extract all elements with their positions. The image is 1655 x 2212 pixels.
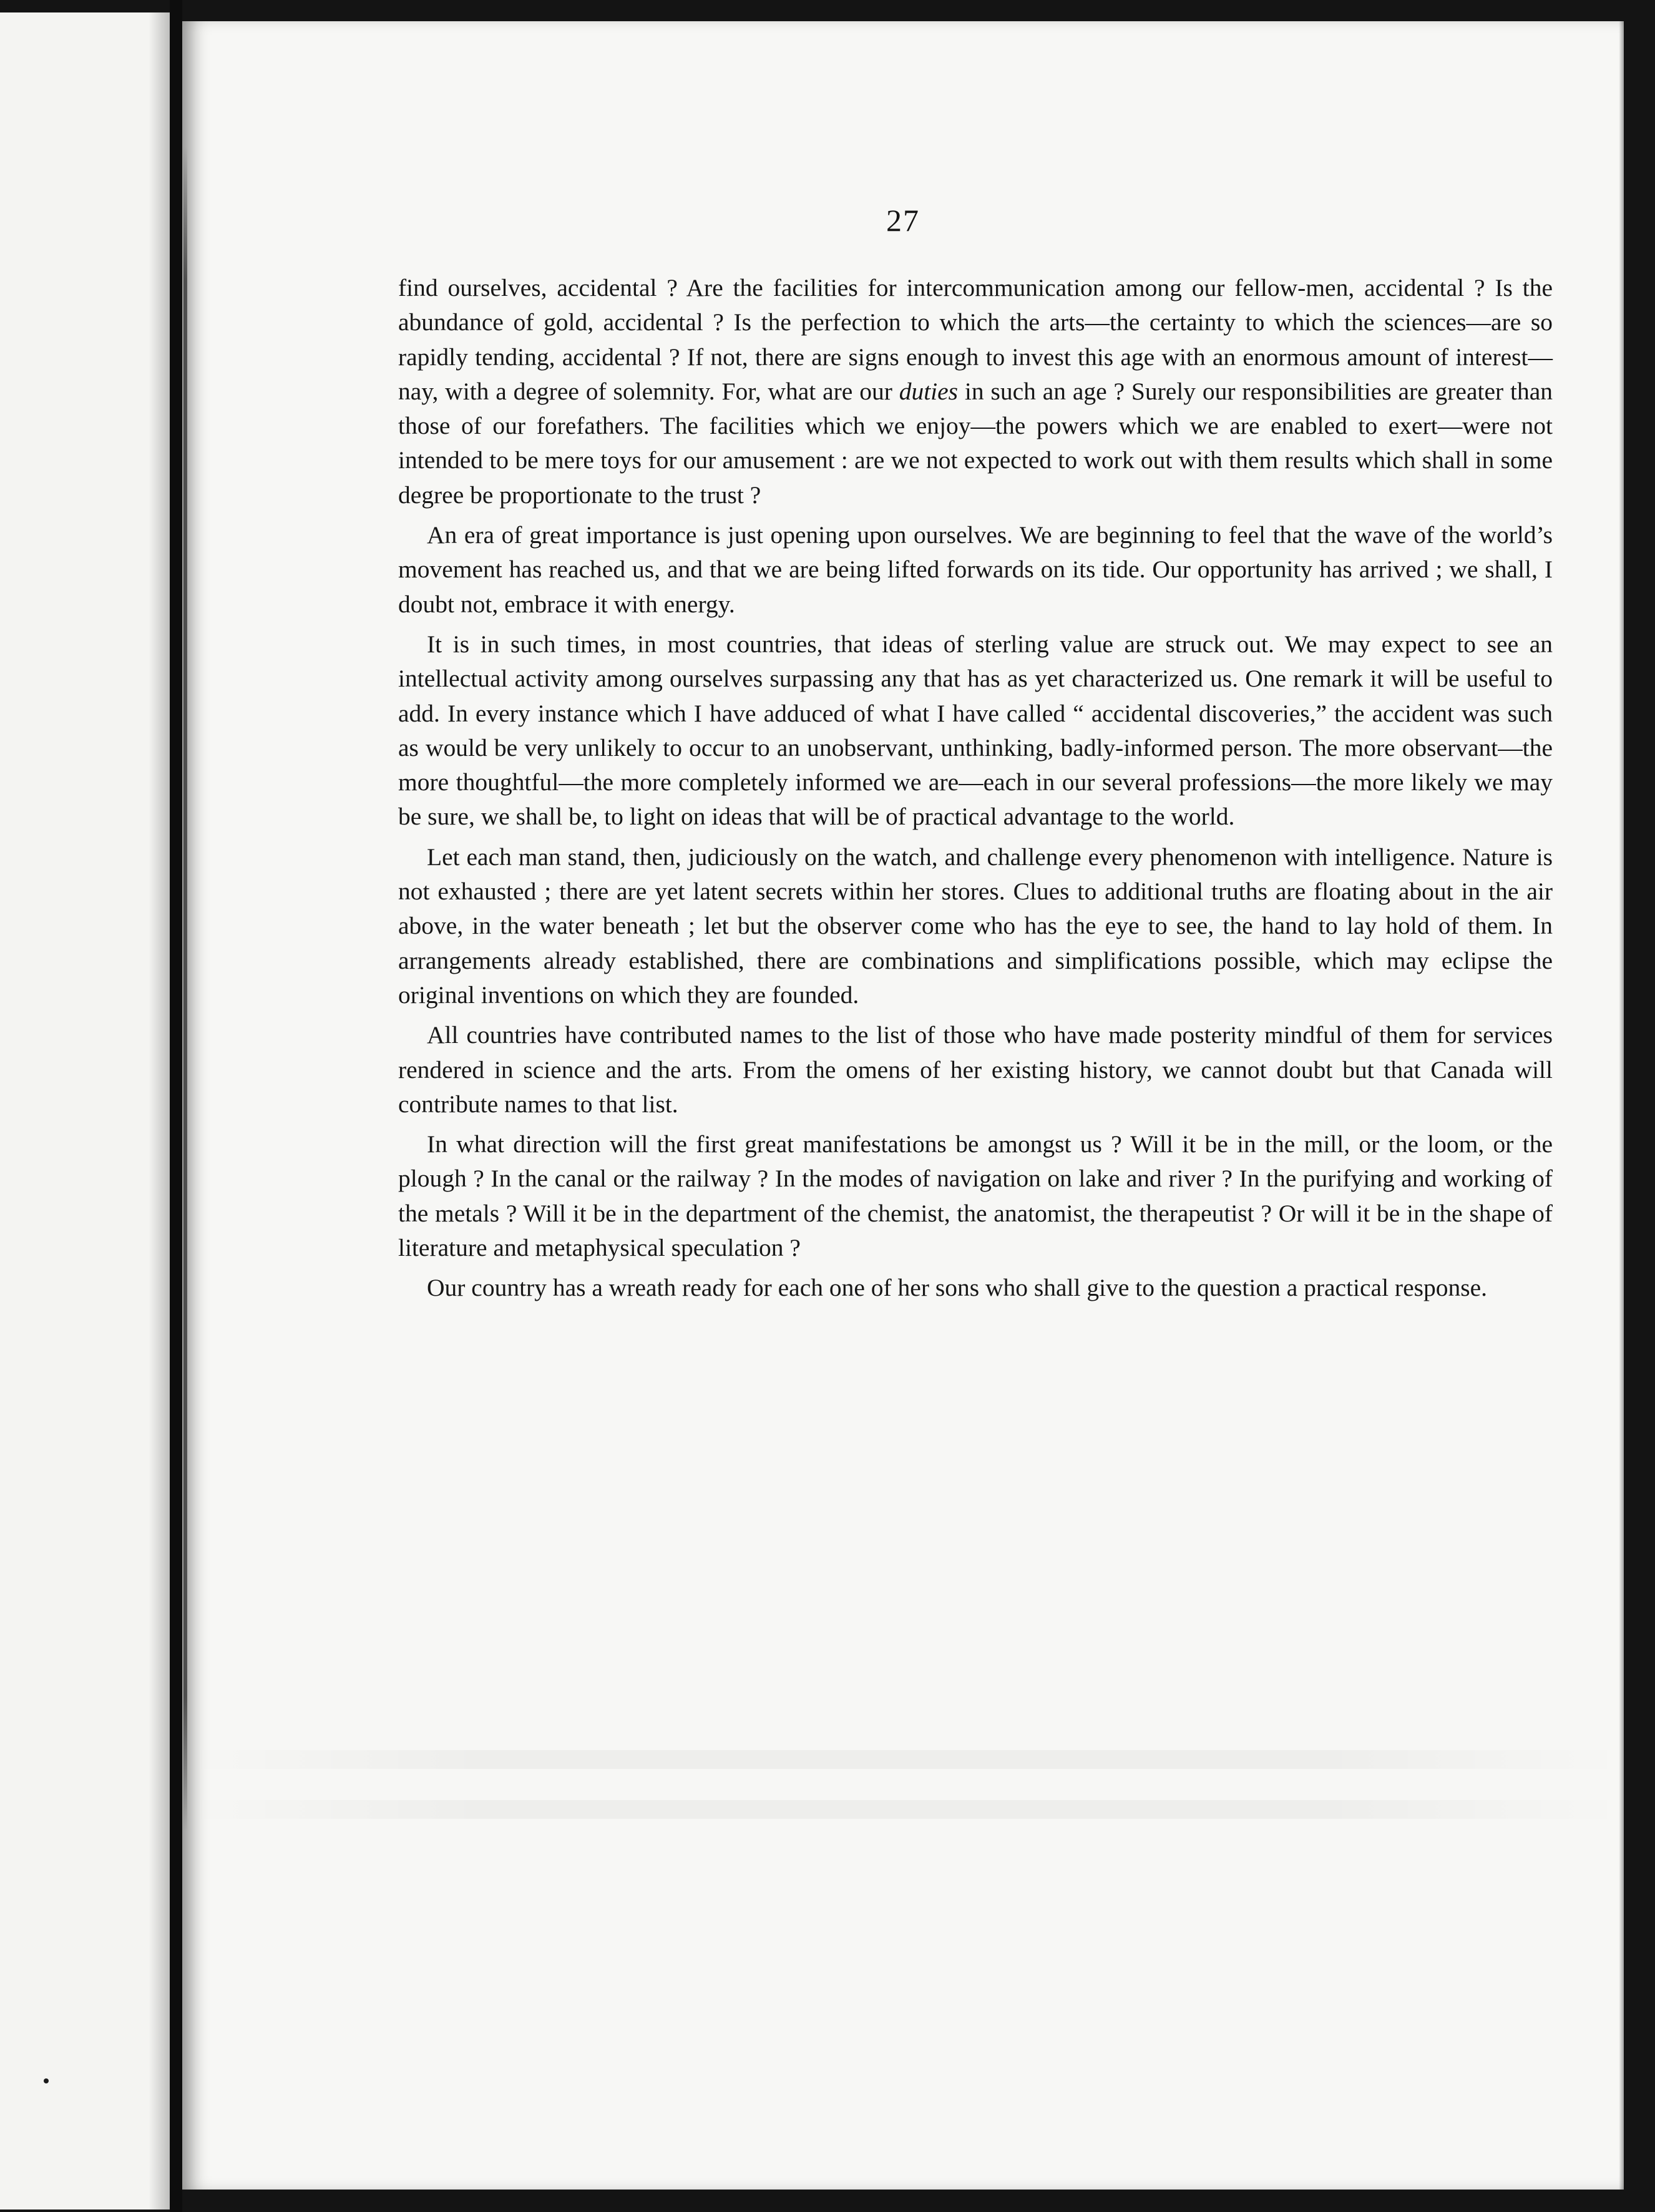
paragraph [398,1271,1553,1305]
bleed-through-smudge [182,1800,1624,1819]
paragraph [398,518,1553,622]
paragraph-text: Let each man stand, then, judiciously on the watch, and challenge every phenomenon with intelligence. Nature is not exhausted ; there are yet latent secrets within her stores. Clues to additional truths are floating about in the air above, in the water beneath ; let but the observer come who has the eye to see, the hand to lay hold of them. In arrangements already established, there are combinations and simplifications possible, which may eclipse the original inventions on which they are founded. [398,843,1553,1009]
body-text [398,271,1553,1311]
italic-text: duties [899,377,959,405]
left-page [0,12,170,2210]
paragraph-text: All countries have contributed names to the list of those who have made posterity mindful of them for services rendered in science and the arts. From the omens of her existing history, we cannot doubt but that Canada will contribute names to that list. [398,1021,1553,1118]
paragraph [398,1018,1553,1122]
bleed-through-smudge [182,1750,1624,1769]
main-page [182,21,1624,2190]
paragraph-text: in such an age ? Surely our responsibilities are greater than those of our forefathers. The facilities which we enjoy—the powers which we are enabled to exert—were not intended to be mere toys for our amusement : are we not expected to work out with them results which shall in some degree be proportionate to the trust ? [398,377,1553,509]
paragraph [398,1127,1553,1265]
paragraph [398,840,1553,1012]
paragraph-text: Our country has a wreath ready for each one of her sons who shall give to the question a practical response. [427,1274,1488,1302]
paragraph-text: It is in such times, in most countries, that ideas of sterling value are struck out. We may expect to see an intellectual activity among ourselves surpassing any that has as yet characterized us. One remark it will be useful to add. In every instance which I have adduced of what I have called “ accidental discoveries,” the accident was such as would be very unlikely to occur to an unobservant, unthinking, badly-informed person. The more observant—the more thoughtful—the more completely informed we are—each in our several professions—the more likely we may be sure, we shall be, to light on ideas that will be of practical advantage to the world. [398,630,1553,831]
paragraph-text: In what direction will the first great manifestations be amongst us ? Will it be in the mill, or the loom, or the plough ? In the canal or the railway ? In the modes of navigation on lake and river ? In the purifying and working of the metals ? Will it be in the department of the chemist, the anatomist, the therapeutist ? Or will it be in the shape of literature and metaphysical speculation ? [398,1130,1553,1262]
binding-gutter [170,0,182,2212]
page-number: 27 [886,203,920,238]
paragraph [398,627,1553,834]
page-right-edge [1619,21,1624,2190]
paragraph-text: An era of great importance is just opening upon ourselves. We are beginning to feel that the wave of the world’s movement has reached us, and that we are being lifted forwards on its tide. Our opportunity has arrived ; we shall, I doubt not, embrace it with energy. [398,521,1553,618]
paragraph-text: find ourselves, accidental ? Are the facilities for intercommunication among our fellow-men, accidental ? Is the abundance of gold, accidental ? Is the perfection to which the arts—the certainty to which the sciences—are so rapidly tending, accidental ? If not, there are signs enough to invest this age with an enormous amount of interest—nay, with a degree of solemnity. For, what are our [398,274,1553,405]
left-page-gutter-shadow [149,12,170,2210]
paragraph [398,271,1553,512]
spine-shadow [183,146,187,1831]
ink-speck [44,2078,49,2083]
